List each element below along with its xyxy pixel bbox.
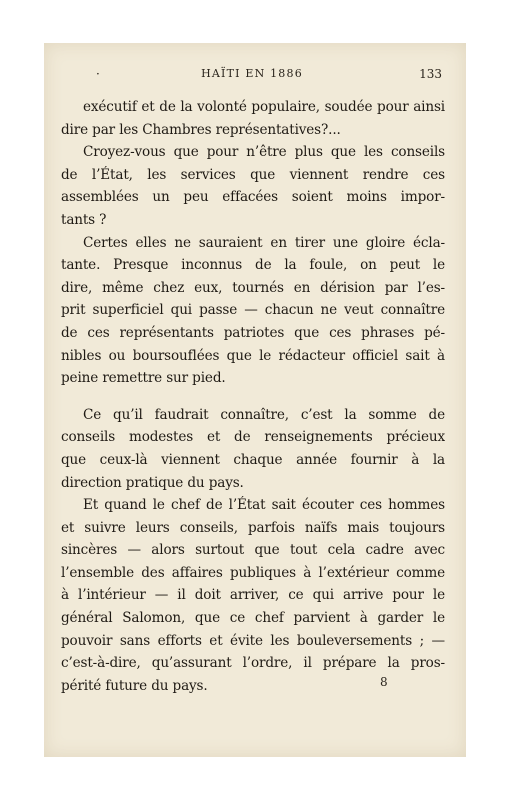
text-line: Certes elles ne sauraient en tirer une gloire écla- <box>83 234 445 251</box>
text-line: de ces représentants patriotes que ces phrases pé- <box>61 324 445 341</box>
text-line: pouvoir sans efforts et évite les bouleversements ; — <box>61 632 445 649</box>
text-line: l’ensemble des affaires publiques à l’extérieur comme <box>61 564 445 581</box>
text-line: direction pratique du pays. <box>61 474 244 491</box>
text-line: Et quand le chef de l’État sait écouter ces hommes <box>83 497 445 514</box>
text-line: de l’État, les services que viennent rendre ces <box>61 166 445 183</box>
text-line: exécutif et de la volonté populaire, soudée pour ainsi <box>83 99 445 115</box>
paragraph-gap <box>61 390 445 404</box>
book-page <box>44 43 466 757</box>
text-line: assemblées un peu effacées soient moins impor- <box>61 189 445 206</box>
text-line: tante. Presque inconnus de la foule, on peut le <box>61 257 445 274</box>
text-line: conseils modestes et de renseignements précieux <box>61 429 445 446</box>
running-title: HAÏTI EN 1886 <box>201 67 303 80</box>
signature-mark: 8 <box>380 675 388 689</box>
text-line: c’est-à-dire, qu’assurant l’ordre, il prépare la pros- <box>61 655 445 672</box>
text-line: périté future du pays. <box>61 677 208 694</box>
header-mark: · <box>96 67 100 81</box>
text-line: prit superficiel qui passe — chacun ne veut connaître <box>61 302 445 319</box>
text-line: peine remettre sur pied. <box>61 370 226 387</box>
text-line: et suivre leurs conseils, parfois naïfs mais toujours <box>61 519 445 536</box>
text-line: dire, même chez eux, tournés en dérision par l’es- <box>61 279 445 296</box>
text-line: général Salomon, que ce chef parvient à garder le <box>61 610 445 627</box>
text-line: Ce qu’il faudrait connaître, c’est la somme de <box>83 406 445 423</box>
text-line: dire par les Chambres représentatives?... <box>61 121 341 138</box>
body-text <box>61 96 445 697</box>
text-line: Croyez-vous que pour n’être plus que les conseils <box>83 144 445 161</box>
page-header <box>62 67 442 87</box>
text-line: que ceux-là viennent chaque année fournir à la <box>61 451 445 468</box>
text-line: à l’intérieur — il doit arriver, ce qui arrive pour le <box>61 587 445 604</box>
text-line: tants ? <box>61 211 107 228</box>
text-line: nibles ou boursouflées que le rédacteur officiel sait à <box>61 347 445 364</box>
page-number: 133 <box>419 67 442 81</box>
text-line: sincères — alors surtout que tout cela cadre avec <box>61 542 445 559</box>
